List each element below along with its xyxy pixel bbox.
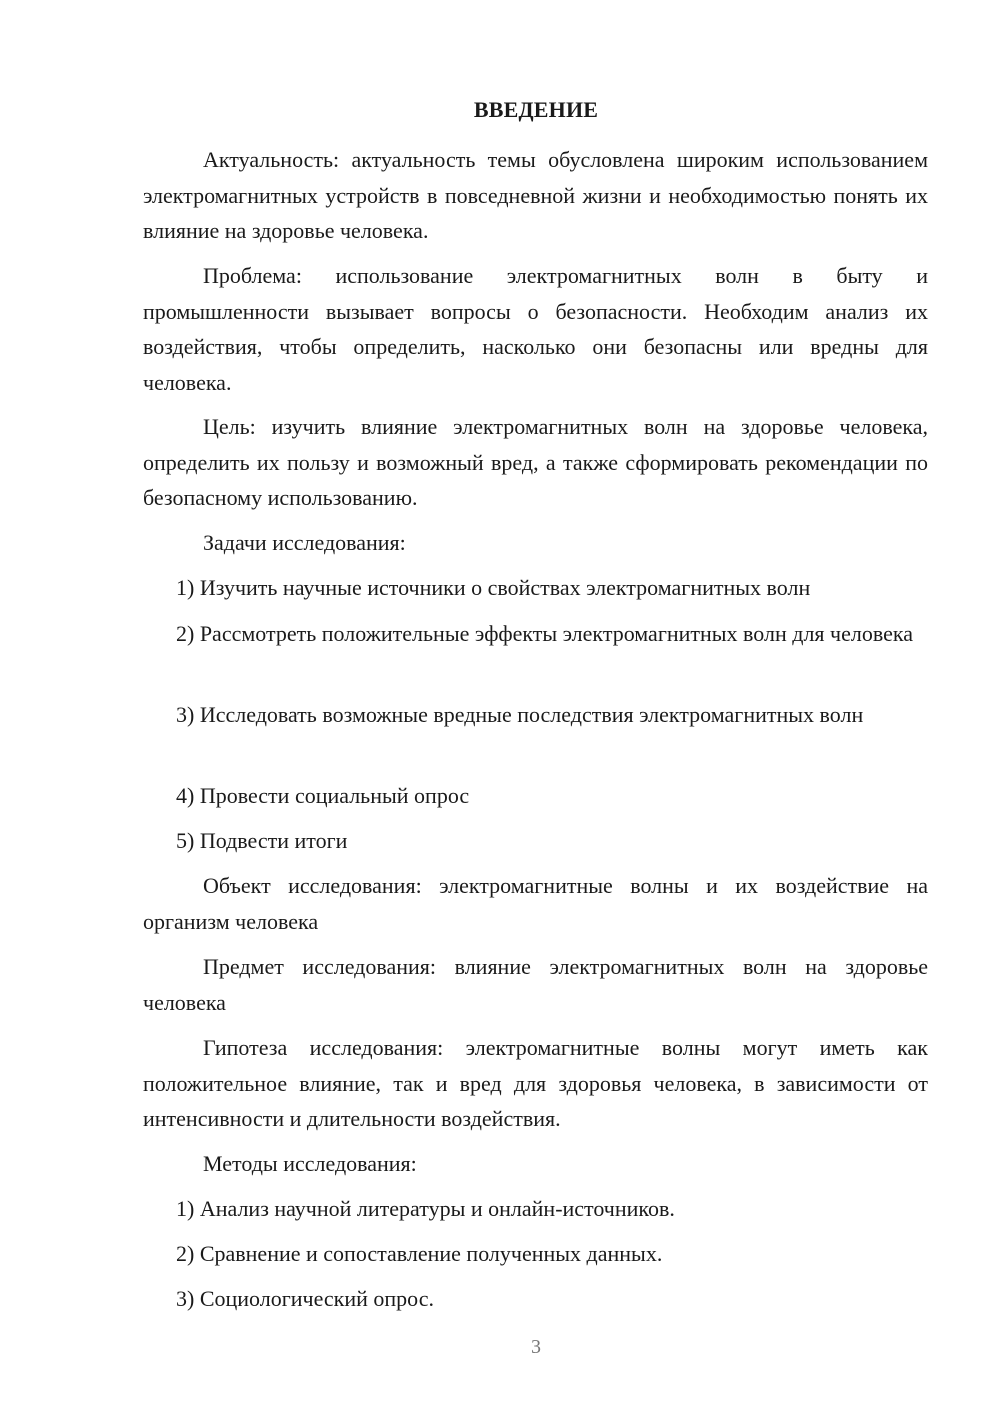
task-item-4-block	[143, 778, 928, 814]
methods-heading: Методы исследования:	[203, 1151, 417, 1176]
object-paragraph-block	[143, 868, 928, 939]
goal-paragraph: Цель: изучить влияние электромагнитных волн на здоровье человека, определить их пользу и возможный вред, а также сформировать рекомендации по безопасному использованию.	[143, 414, 928, 510]
method-item: 1) Анализ научной литературы и онлайн-источников.	[176, 1196, 675, 1221]
task-item: 2) Рассмотреть положительные эффекты электромагнитных волн для человека	[176, 621, 913, 646]
hypothesis-paragraph-block	[143, 1030, 928, 1137]
task-item-3-block	[143, 697, 928, 733]
relevance-paragraph-block	[143, 142, 928, 249]
task-item: 4) Провести социальный опрос	[176, 783, 470, 808]
task-item-5-block	[143, 823, 928, 859]
tasks-heading-block	[143, 525, 928, 561]
goal-paragraph-block	[143, 409, 928, 516]
task-item: 1) Изучить научные источники о свойствах электромагнитных волн	[176, 575, 811, 600]
tasks-heading: Задачи исследования:	[203, 530, 406, 555]
task-item: 5) Подвести итоги	[176, 828, 348, 853]
problem-paragraph: Проблема: использование электромагнитных волн в быту и промышленности вызывает вопросы о безопасности. Необходим анализ их воздействия, чтобы определить, насколько они безопасны или вредны для человека.	[143, 263, 928, 395]
method-item-3-block	[143, 1281, 928, 1317]
page-number: 3	[531, 1336, 541, 1358]
method-item-1-block	[143, 1191, 928, 1227]
task-item-1-block	[143, 570, 928, 606]
method-item-2-block	[143, 1236, 928, 1272]
relevance-paragraph: Актуальность: актуальность темы обусловлена широким использованием электромагнитных устройств в повседневной жизни и необходимостью понять их влияние на здоровье человека.	[143, 147, 928, 243]
subject-paragraph: Предмет исследования: влияние электромагнитных волн на здоровье человека	[143, 954, 928, 1015]
hypothesis-paragraph: Гипотеза исследования: электромагнитные волны могут иметь как положительное влияние, так и вред для здоровья человека, в зависимости от интенсивности и длительности воздействия.	[143, 1035, 928, 1131]
methods-heading-block	[143, 1146, 928, 1182]
object-paragraph: Объект исследования: электромагнитные волны и их воздействие на организм человека	[143, 873, 928, 934]
section-title: ВВЕДЕНИЕ	[473, 97, 599, 122]
problem-paragraph-block	[143, 258, 928, 400]
task-item: 3) Исследовать возможные вредные последствия электромагнитных волн	[176, 702, 864, 727]
subject-paragraph-block	[143, 949, 928, 1020]
task-item-2-block	[143, 616, 928, 652]
method-item: 3) Социологический опрос.	[176, 1286, 434, 1311]
method-item: 2) Сравнение и сопоставление полученных данных.	[176, 1241, 663, 1266]
